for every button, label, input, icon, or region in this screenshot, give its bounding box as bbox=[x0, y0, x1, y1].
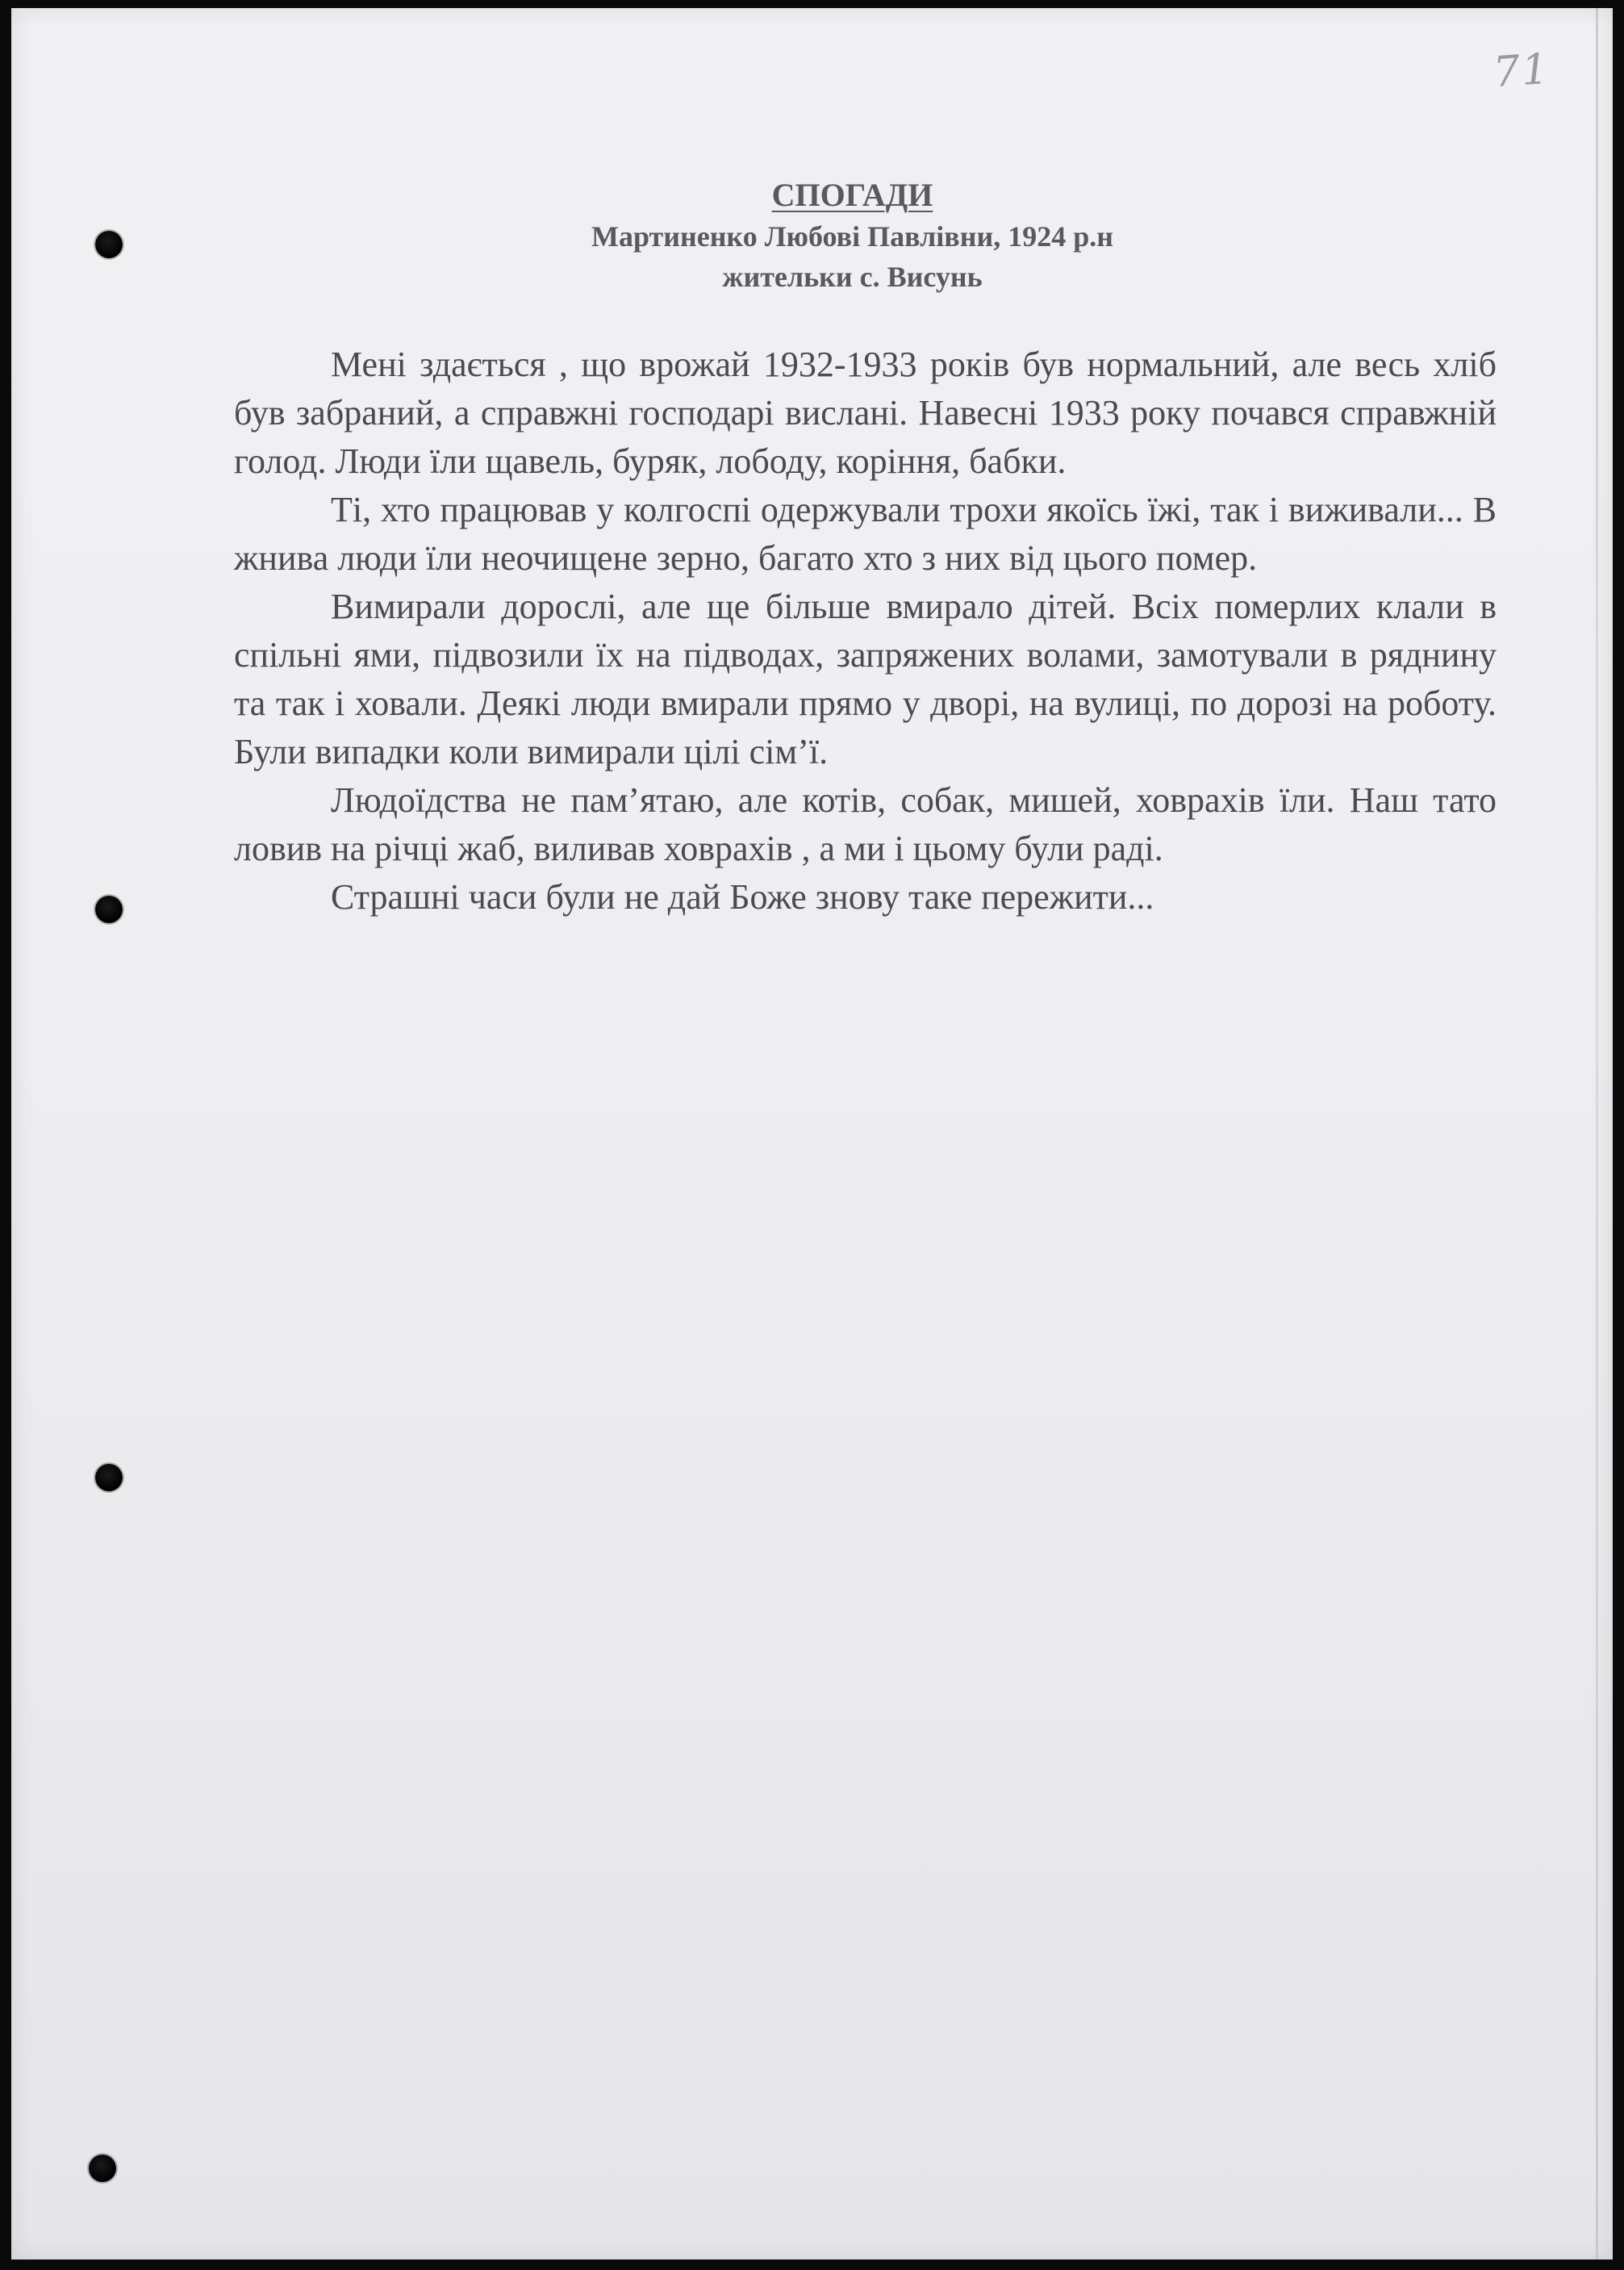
document-header bbox=[11, 174, 1613, 297]
paper-sheet bbox=[11, 8, 1613, 2260]
memoir-body bbox=[234, 341, 1497, 922]
document-title: СПОГАДИ bbox=[771, 177, 933, 213]
paragraph: Вимирали дорослі, але ще більше вмирало дітей. Всіх померлих клали в спільні ями, підвозили їх на підводах, запряжених волами, замотували в ряднину та так і ховали. Деякі люди вмирали прямо у дворі, на вулиці, по дорозі на роботу. Були випадки коли вимирали цілі сім’ї. bbox=[234, 587, 1497, 771]
handwritten-page-number: 71 bbox=[1491, 44, 1552, 98]
punch-hole bbox=[95, 1464, 123, 1491]
punch-hole bbox=[95, 896, 123, 923]
paragraph: Людоїдства не пам’ятаю, але котів, собак, мишей, ховрахів їли. Наш тато ловив на річці жаб, виливав ховрахів , а ми і цьому були раді. bbox=[234, 780, 1497, 868]
author-name-line: Мартиненко Любові Павлівни, 1924 р.н bbox=[591, 220, 1113, 253]
author-residence-line: жительки с. Висунь bbox=[722, 261, 983, 293]
paragraph: Мені здається , що врожай 1932-1933 років був нормальний, але весь хліб був забраний, а справжні господарі вислані. Навесні 1933 року почався справжній голод. Люди їли щавель, буряк, лободу, коріння, бабки. bbox=[234, 345, 1497, 481]
paragraph: Ті, хто працював у колгоспі одержували трохи якоїсь їжі, так і виживали... В жнива люди їли неочищене зерно, багато хто з них від цього помер. bbox=[234, 490, 1497, 578]
sheet-edge-line bbox=[1596, 8, 1598, 2260]
punch-hole bbox=[89, 2155, 116, 2182]
paragraph: Страшні часи були не дай Боже знову таке пережити... bbox=[331, 877, 1154, 917]
